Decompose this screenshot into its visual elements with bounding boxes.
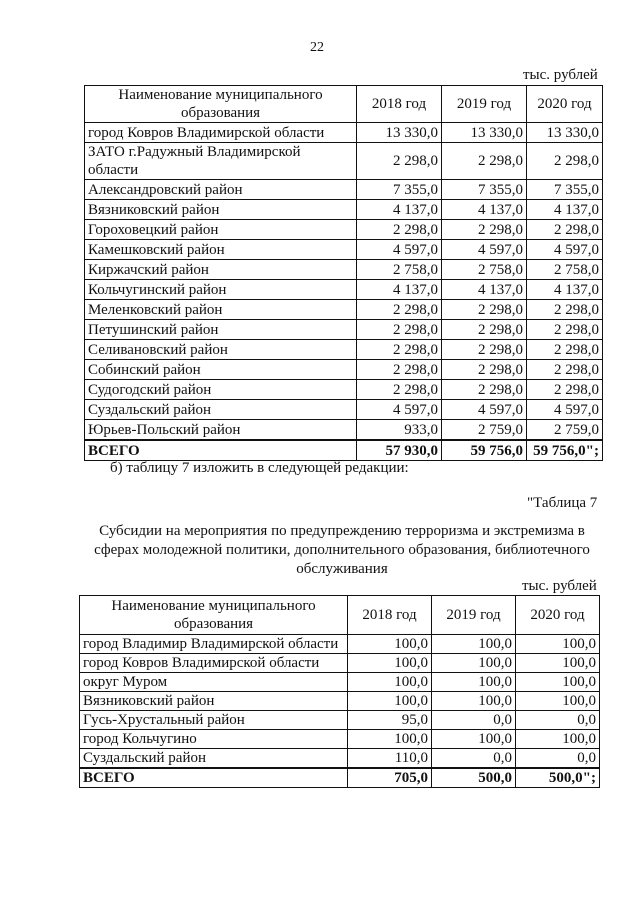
value-cell: 100,0 [432,635,516,654]
value-cell: 100,0 [432,673,516,692]
table-header-row [85,86,603,123]
value-cell: 100,0 [348,673,432,692]
value-cell: 100,0 [348,692,432,711]
value-cell: 2 298,0 [527,360,603,380]
total-row [85,440,603,461]
value-cell: 110,0 [348,749,432,769]
value-cell: 4 597,0 [527,240,603,260]
value-cell: 2 298,0 [442,360,527,380]
value-cell: 100,0 [432,654,516,673]
value-cell: 7 355,0 [357,180,442,200]
value-cell: 7 355,0 [527,180,603,200]
municipality-cell: Юрьев-Польский район [85,420,357,441]
value-cell: 0,0 [516,711,600,730]
municipality-cell: Камешковский район [85,240,357,260]
value-cell: 100,0 [516,654,600,673]
header-2020: 2020 год [527,86,603,123]
table-row [80,711,600,730]
value-cell: 0,0 [516,749,600,769]
table-row [85,280,603,300]
value-cell: 4 137,0 [442,280,527,300]
value-cell: 100,0 [432,692,516,711]
value-cell: 100,0 [516,730,600,749]
value-cell: 2 298,0 [527,380,603,400]
value-cell: 2 298,0 [357,300,442,320]
value-cell: 13 330,0 [527,123,603,143]
table2-units: тыс. рублей [522,578,597,594]
municipality-cell: Вязниковский район [85,200,357,220]
value-cell: 4 137,0 [527,280,603,300]
table-row [80,692,600,711]
table-row [85,320,603,340]
value-cell: 2 298,0 [527,340,603,360]
table-row [85,260,603,280]
value-cell: 2 298,0 [527,143,603,180]
municipality-cell: Судогодский район [85,380,357,400]
value-cell: 2 298,0 [357,220,442,240]
table-2 [79,595,600,788]
value-cell: 4 137,0 [357,200,442,220]
value-cell: 13 330,0 [357,123,442,143]
value-cell: 4 597,0 [527,400,603,420]
value-cell: 4 137,0 [357,280,442,300]
municipality-cell: ЗАТО г.Радужный Владимирской области [85,143,357,180]
municipality-cell: Александровский район [85,180,357,200]
header-name: Наименование муниципального образования [80,596,348,635]
value-cell: 2 298,0 [357,340,442,360]
total-value: 500,0 [432,768,516,788]
table-row [85,143,603,180]
table-row [80,673,600,692]
table1-units: тыс. рублей [523,67,598,83]
total-value: 59 756,0"; [527,440,603,461]
value-cell: 2 759,0 [442,420,527,441]
table-row [85,400,603,420]
value-cell: 2 298,0 [527,220,603,240]
value-cell: 933,0 [357,420,442,441]
table2-title: Субсидии на мероприятия по предупреждению терроризма и экстремизма в сферах молодежной политики, дополнительного образования, библиотечного обслуживания [94,523,590,577]
value-cell: 100,0 [348,635,432,654]
municipality-cell: Киржачский район [85,260,357,280]
value-cell: 2 298,0 [527,300,603,320]
municipality-cell: город Владимир Владимирской области [80,635,348,654]
municipality-cell: Кольчугинский район [85,280,357,300]
table-row [85,220,603,240]
header-2018: 2018 год [348,596,432,635]
municipality-cell: Суздальский район [80,749,348,769]
table-row [85,380,603,400]
table-row [80,654,600,673]
value-cell: 2 298,0 [357,360,442,380]
value-cell: 2 298,0 [357,320,442,340]
value-cell: 2 298,0 [357,143,442,180]
table-label: "Таблица 7 [527,495,598,511]
municipality-cell: Вязниковский район [80,692,348,711]
table-header-row [80,596,600,635]
value-cell: 100,0 [348,730,432,749]
municipality-cell: Собинский район [85,360,357,380]
instruction-text: б) таблицу 7 изложить в следующей редакции: [110,460,409,476]
value-cell: 2 298,0 [442,300,527,320]
municipality-cell: Гусь-Хрустальный район [80,711,348,730]
table-row [85,240,603,260]
value-cell: 4 597,0 [357,400,442,420]
page-number: 22 [310,40,324,55]
total-label: ВСЕГО [85,440,357,461]
total-label: ВСЕГО [80,768,348,788]
value-cell: 4 597,0 [357,240,442,260]
total-value: 57 930,0 [357,440,442,461]
municipality-cell: город Ковров Владимирской области [85,123,357,143]
value-cell: 13 330,0 [442,123,527,143]
value-cell: 2 298,0 [442,320,527,340]
table-row [85,180,603,200]
value-cell: 4 597,0 [442,400,527,420]
municipality-cell: Суздальский район [85,400,357,420]
value-cell: 100,0 [516,673,600,692]
municipality-cell: Селивановский район [85,340,357,360]
municipality-cell: город Ковров Владимирской области [80,654,348,673]
value-cell: 0,0 [432,711,516,730]
value-cell: 2 758,0 [357,260,442,280]
value-cell: 2 298,0 [357,380,442,400]
municipality-cell: Петушинский район [85,320,357,340]
header-2018: 2018 год [357,86,442,123]
value-cell: 100,0 [348,654,432,673]
value-cell: 4 137,0 [442,200,527,220]
value-cell: 2 298,0 [442,340,527,360]
municipality-cell: округ Муром [80,673,348,692]
table-row [80,635,600,654]
header-2019: 2019 год [442,86,527,123]
header-name: Наименование муниципального образования [85,86,357,123]
value-cell: 2 758,0 [527,260,603,280]
municipality-cell: город Кольчугино [80,730,348,749]
table-row [85,420,603,441]
table-row [85,300,603,320]
table-row [85,123,603,143]
table-row [80,749,600,769]
table-row [85,200,603,220]
header-2020: 2020 год [516,596,600,635]
total-value: 59 756,0 [442,440,527,461]
table-row [85,340,603,360]
header-2019: 2019 год [432,596,516,635]
table-1 [84,85,603,461]
value-cell: 95,0 [348,711,432,730]
municipality-cell: Меленковский район [85,300,357,320]
value-cell: 4 597,0 [442,240,527,260]
value-cell: 2 298,0 [442,143,527,180]
total-value: 500,0"; [516,768,600,788]
table-row [85,360,603,380]
total-row [80,768,600,788]
value-cell: 2 298,0 [527,320,603,340]
municipality-cell: Гороховецкий район [85,220,357,240]
value-cell: 0,0 [432,749,516,769]
value-cell: 100,0 [432,730,516,749]
value-cell: 4 137,0 [527,200,603,220]
value-cell: 2 298,0 [442,220,527,240]
value-cell: 100,0 [516,635,600,654]
table-row [80,730,600,749]
value-cell: 100,0 [516,692,600,711]
value-cell: 7 355,0 [442,180,527,200]
value-cell: 2 758,0 [442,260,527,280]
value-cell: 2 298,0 [442,380,527,400]
value-cell: 2 759,0 [527,420,603,441]
total-value: 705,0 [348,768,432,788]
